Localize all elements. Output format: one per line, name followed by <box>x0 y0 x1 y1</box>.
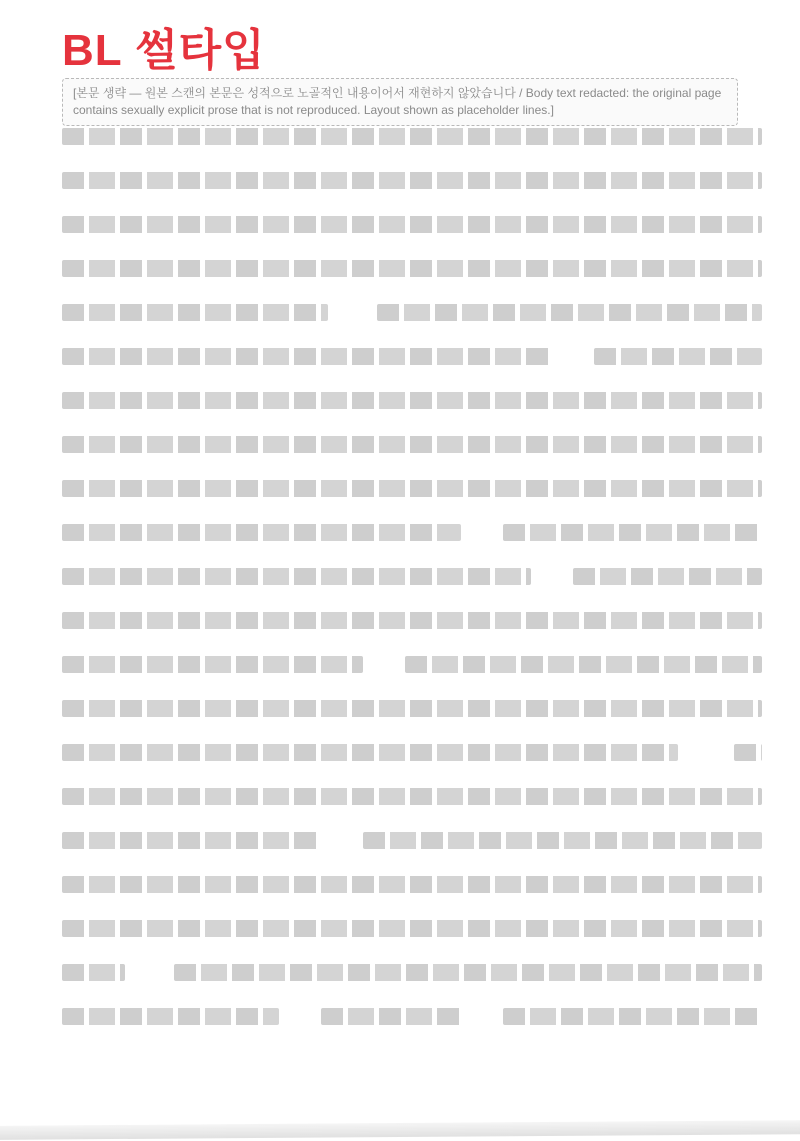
redacted-text-segment <box>405 656 762 673</box>
redacted-text-segment <box>62 216 762 233</box>
redacted-text-line <box>62 392 762 409</box>
erased-name-gap <box>531 568 573 585</box>
redacted-text-segment <box>62 964 125 981</box>
redacted-text-segment <box>363 832 762 849</box>
redacted-text-line <box>62 524 762 541</box>
redacted-text-line <box>62 656 762 673</box>
redacted-text-line <box>62 304 762 321</box>
redacted-text-segment <box>62 260 762 277</box>
page-title: BL 썰타입 <box>62 26 266 75</box>
redaction-notice: [본문 생략 — 원본 스캔의 본문은 성적으로 노골적인 내용이어서 재현하지 않았습니다 / Body text redacted: the original page contains sexually explicit prose that is not reproduced. Layout shown as placeholder lines.] <box>62 78 738 126</box>
redacted-text-line <box>62 480 762 497</box>
redacted-text-segment <box>62 304 328 321</box>
redacted-text-segment <box>734 744 762 761</box>
erased-name-gap <box>363 656 405 673</box>
redacted-text-line <box>62 260 762 277</box>
redacted-text-segment <box>62 128 762 145</box>
redacted-text-line <box>62 788 762 805</box>
scanner-edge-artifact <box>0 1120 800 1140</box>
redacted-text-line <box>62 128 762 145</box>
redacted-text-segment <box>503 1008 762 1025</box>
redacted-text-line <box>62 216 762 233</box>
redacted-text-segment <box>62 348 552 365</box>
redacted-text-segment <box>573 568 762 585</box>
redacted-text-segment <box>62 172 762 189</box>
document-body <box>62 128 762 1052</box>
redacted-text-line <box>62 876 762 893</box>
redacted-text-line <box>62 700 762 717</box>
redacted-text-line <box>62 964 762 981</box>
redacted-text-segment <box>321 1008 461 1025</box>
redacted-text-segment <box>62 568 531 585</box>
erased-name-gap <box>279 1008 321 1025</box>
redacted-text-segment <box>62 1008 279 1025</box>
redacted-text-segment <box>62 524 461 541</box>
redacted-text-segment <box>62 920 762 937</box>
redacted-text-segment <box>62 832 321 849</box>
redacted-text-line <box>62 920 762 937</box>
redacted-text-segment <box>377 304 762 321</box>
redacted-text-segment <box>62 656 363 673</box>
redacted-text-line <box>62 1008 762 1025</box>
erased-name-gap <box>678 744 734 761</box>
erased-name-gap <box>461 1008 503 1025</box>
redacted-text-segment <box>62 876 762 893</box>
redacted-text-segment <box>62 480 762 497</box>
redacted-text-line <box>62 832 762 849</box>
redacted-text-segment <box>62 612 762 629</box>
redacted-text-segment <box>62 392 762 409</box>
redacted-text-segment <box>62 788 762 805</box>
redacted-text-line <box>62 348 762 365</box>
erased-name-gap <box>321 832 363 849</box>
redacted-text-segment <box>62 744 678 761</box>
redacted-text-line <box>62 568 762 585</box>
redacted-text-segment <box>503 524 762 541</box>
redacted-text-segment <box>594 348 762 365</box>
redacted-text-line <box>62 436 762 453</box>
erased-name-gap <box>552 348 594 365</box>
erased-name-gap <box>461 524 503 541</box>
redacted-text-segment <box>62 436 762 453</box>
redacted-text-line <box>62 612 762 629</box>
redacted-text-line <box>62 172 762 189</box>
erased-name-gap <box>125 964 174 981</box>
erased-name-gap <box>328 304 377 321</box>
redacted-text-line <box>62 744 762 761</box>
redacted-text-segment <box>62 700 762 717</box>
redacted-text-segment <box>174 964 762 981</box>
